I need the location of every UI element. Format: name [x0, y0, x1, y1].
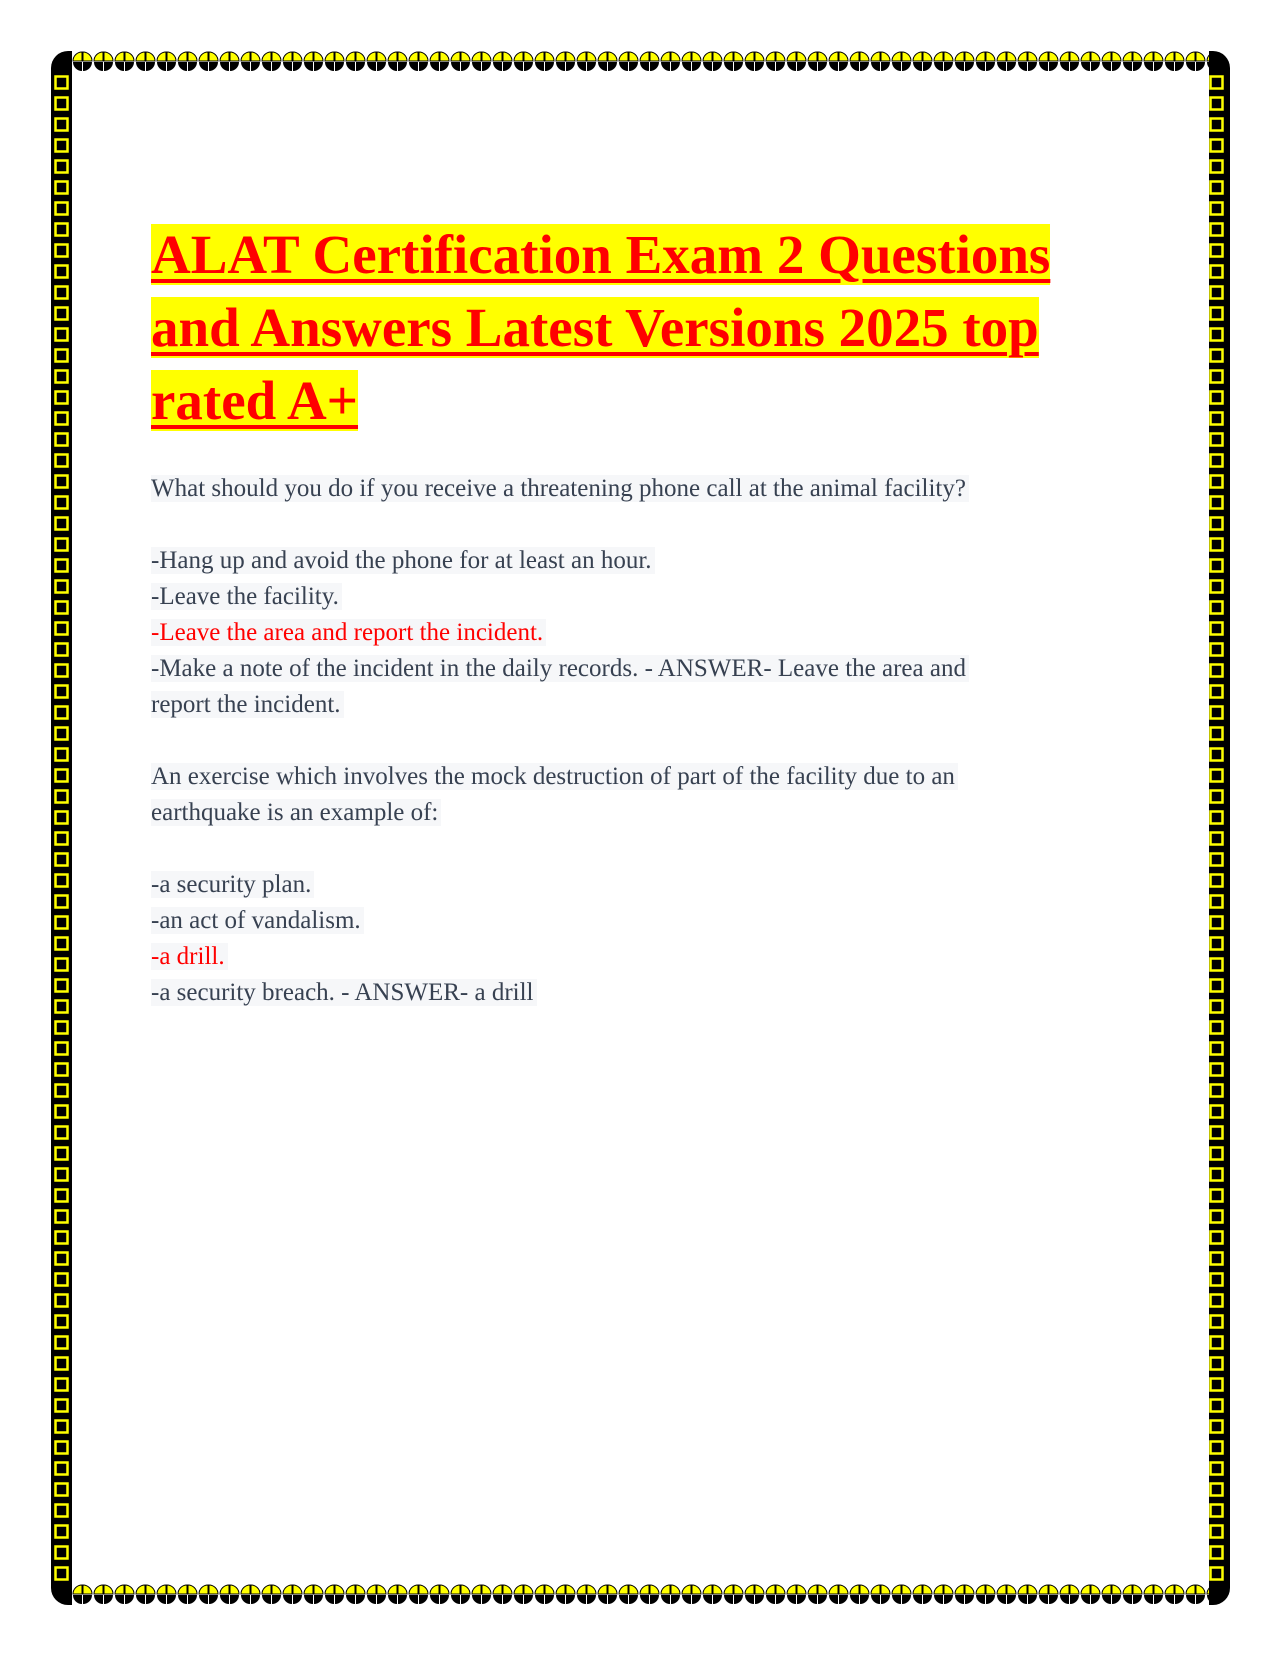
answer-option: -Hang up and avoid the phone for at least an hour. [151, 547, 655, 574]
answer-option: -a security breach. - ANSWER- a drill [151, 979, 537, 1006]
title-line: ALAT Certification Exam 2 Questions [151, 224, 1051, 285]
document-title [151, 218, 1151, 437]
question-text: An exercise which involves the mock destruction of part of the facility due to an [151, 763, 958, 790]
answer-option: -a security plan. [151, 871, 314, 898]
question-block [151, 471, 1151, 723]
question-text: earthquake is an example of: [151, 799, 441, 826]
answer-option: -an act of vandalism. [151, 907, 364, 934]
question-block [151, 759, 1151, 1011]
correct-answer-option: -Leave the area and report the incident. [151, 619, 546, 646]
document-body [151, 471, 1151, 1011]
title-line: rated A+ [151, 370, 359, 431]
question-text: What should you do if you receive a threatening phone call at the animal facility? [151, 475, 969, 502]
title-line: and Answers Latest Versions 2025 top [151, 297, 1039, 358]
answer-option: -Make a note of the incident in the daily records. - ANSWER- Leave the area and [151, 655, 969, 682]
answer-option: -Leave the facility. [151, 583, 342, 610]
answer-continuation: report the incident. [151, 691, 344, 718]
correct-answer-option: -a drill. [151, 943, 228, 970]
